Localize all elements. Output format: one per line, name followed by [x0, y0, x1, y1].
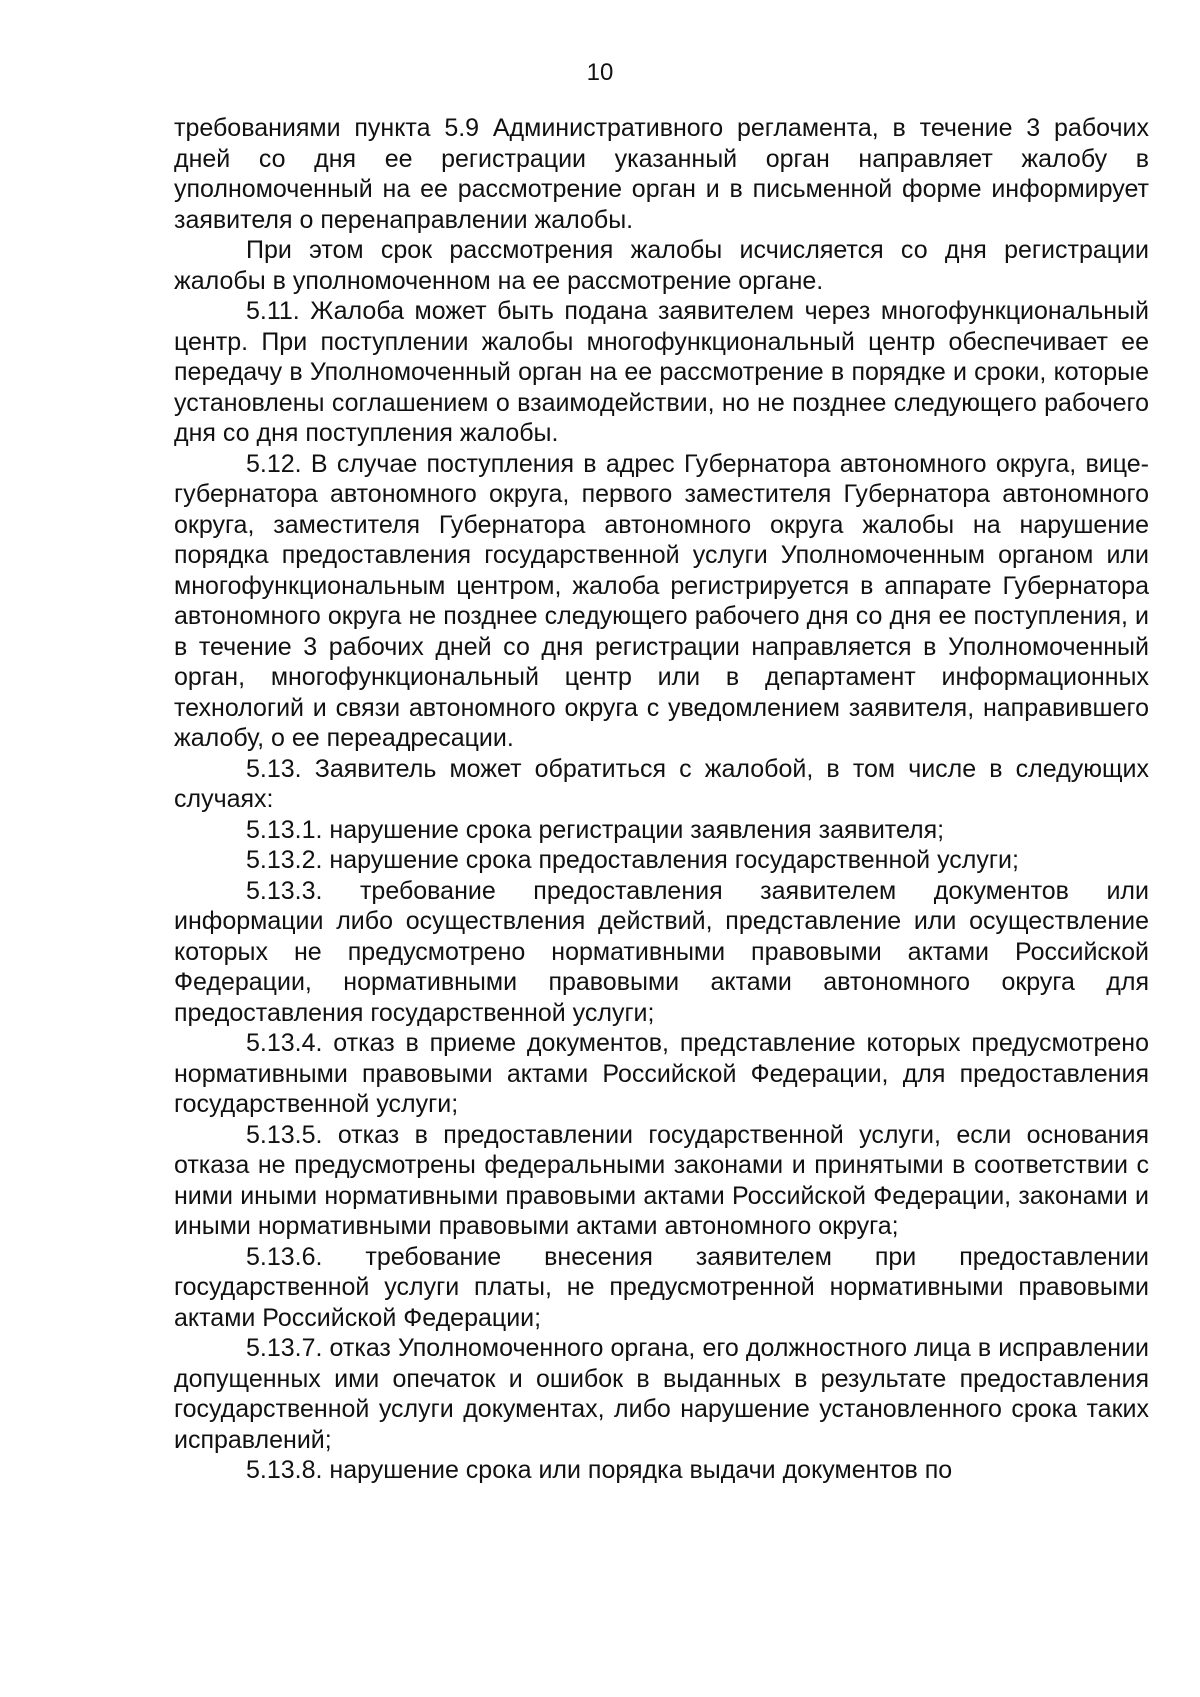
paragraph-5-13: 5.13. Заявитель может обратиться с жалобой, в том числе в следующих случаях: — [174, 754, 1149, 813]
paragraph-5-13-3: 5.13.3. требование предоставления заявителем документов или информации либо осуществления действий, представление или осуществление которых не предусмотрено нормативными правовыми актами Российской Федерации, нормативными правовыми актами автономного округа для предоставления государственной услуги; — [174, 876, 1149, 1027]
paragraph-5-13-4: 5.13.4. отказ в приеме документов, представление которых предусмотрено нормативными правовыми актами Российской Федерации, для предоставления государственной услуги; — [174, 1029, 1149, 1118]
page-number: 10 — [586, 59, 614, 86]
document-body — [174, 113, 1149, 1486]
paragraph-5-13-7: 5.13.7. отказ Уполномоченного органа, его должностного лица в исправлении допущенных ими опечаток и ошибок в выданных в результате предоставления государственной услуги документах, либо нарушение установленного срока таких исправлений; — [174, 1334, 1149, 1454]
paragraph-5-13-8: 5.13.8. нарушение срока или порядка выдачи документов по — [246, 1456, 953, 1484]
paragraph-5-12: 5.12. В случае поступления в адрес Губернатора автономного округа, вице-губернатора автономного округа, первого заместителя Губернатора автономного округа, заместителя Губернатора автономного округа жалобы на нарушение порядка предоставления государственной услуги Уполномоченным органом или многофункциональным центром, жалоба регистрируется в аппарате Губернатора автономного округа не позднее следующего рабочего дня со дня ее поступления, и в течение 3 рабочих дней со дня регистрации направляется в Уполномоченный орган, многофункциональный центр или в департамент информационных технологий и связи автономного округа с уведомлением заявителя, направившего жалобу, о ее переадресации. — [174, 449, 1149, 752]
paragraph-5-13-2: 5.13.2. нарушение срока предоставления государственной услуги; — [246, 846, 1019, 874]
paragraph-5-13-5: 5.13.5. отказ в предоставлении государственной услуги, если основания отказа не предусмотрены федеральными законами и принятыми в соответствии с ними иными нормативными правовыми актами Российской Федерации, законами и иными нормативными правовыми актами автономного округа; — [174, 1120, 1149, 1240]
paragraph-5-13-6: 5.13.6. требование внесения заявителем при предоставлении государственной услуги платы, не предусмотренной нормативными правовыми актами Российской Федерации; — [174, 1242, 1149, 1332]
paragraph-5-13-1: 5.13.1. нарушение срока регистрации заявления заявителя; — [246, 815, 945, 844]
paragraph-continuation: требованиями пункта 5.9 Административного регламента, в течение 3 рабочих дней со дня ее регистрации указанный орган направляет жалобу в уполномоченный на ее рассмотрение орган и в письменной форме информирует заявителя о перенаправлении жалобы. — [174, 114, 1149, 234]
paragraph-5-11: 5.11. Жалоба может быть подана заявителем через многофункциональный центр. При поступлении жалобы многофункциональный центр обеспечивает ее передачу в Уполномоченный орган на ее рассмотрение в порядке и сроки, которые установлены соглашением о взаимодействии, но не позднее следующего рабочего дня со дня поступления жалобы. — [174, 297, 1149, 447]
paragraph-review-period: При этом срок рассмотрения жалобы исчисляется со дня регистрации жалобы в уполномоченном на ее рассмотрение органе. — [174, 236, 1149, 295]
